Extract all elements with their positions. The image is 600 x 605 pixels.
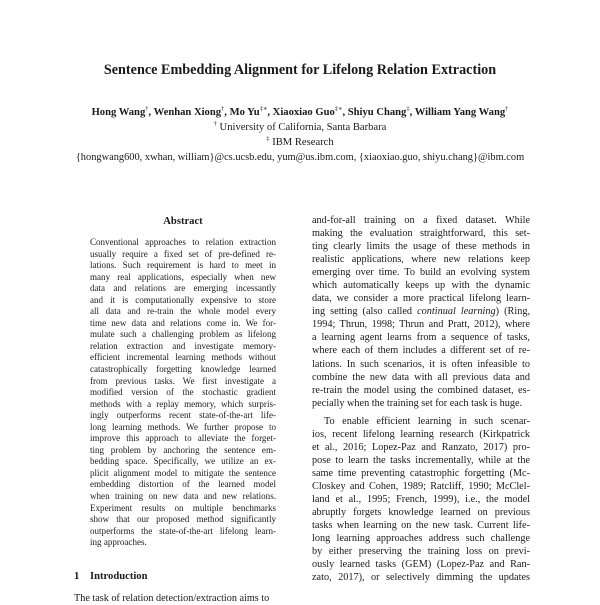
abstract-line: mulate such a challenging problem as lifelong — [90, 329, 276, 340]
text-run: emerging over time. To build an evolving system — [312, 267, 530, 279]
affiliation-ucsb — [0, 121, 600, 134]
text-run: where each of them includes a different set of re- — [312, 345, 530, 357]
abstract-line: usually require a fixed set of pre-defined re- — [90, 248, 276, 259]
body-text-line — [312, 371, 530, 384]
text-run: which automatically keeps up with the dynamic — [312, 280, 530, 292]
section-title: Introduction — [90, 571, 148, 582]
abstract-line: Experiment results on multiple benchmarks — [90, 502, 276, 513]
abstract-line: Conventional approaches to relation extraction — [90, 237, 276, 247]
section-number: 1 — [74, 571, 80, 582]
abstract-line: many real applications, especially when new — [90, 271, 276, 282]
author-name: Xiaoxiao Guo — [272, 107, 335, 118]
abstract-line: plicit alignment model to mitigate the sentence — [90, 467, 276, 478]
abstract-line: data and relations are emerging incessantly — [90, 283, 276, 294]
body-text-line: ously learned tasks (GEM) (Lopez-Paz and Ran- — [312, 559, 530, 571]
abstract-body — [90, 237, 276, 549]
text-run: re-train the model using the combined dataset, es- — [312, 384, 530, 396]
author-separator: , — [148, 107, 154, 118]
text-run: combine the new data with all previous data and — [312, 371, 530, 383]
text-run: pecially when the training set for each task is huge. — [312, 397, 523, 409]
author-mark: ‡ — [406, 105, 410, 113]
body-text-line: abruptly forgets knowledge learned on previous — [312, 507, 530, 519]
affiliation-ibm — [0, 136, 600, 149]
body-text-line — [312, 240, 530, 253]
text-run: 1994; Thrun, 1998; Thrun and Pratt, 2012), where — [312, 319, 530, 331]
body-text-line — [312, 227, 530, 240]
body-text-line — [312, 253, 530, 266]
abstract-line: and it is computationally expensive to store — [90, 294, 276, 305]
text-run: and-for-all training on a fixed dataset. While — [312, 215, 530, 226]
body-text-line — [312, 331, 530, 344]
text-run: data, we consider a more practical lifelong learn- — [312, 293, 530, 305]
body-text-line — [312, 318, 530, 331]
body-text-line: To enable efficient learning in such scenar- — [324, 415, 530, 427]
abstract-line: outperforms the state-of-the-art lifelong learn- — [90, 525, 276, 536]
abstract-line: improve this approach to alleviate the forget- — [90, 433, 276, 444]
text-run: ) (Ring, — [495, 306, 531, 318]
abstract-line: all data and re-train the whole model every — [90, 306, 276, 317]
author-mark: † — [221, 105, 225, 113]
body-text-line — [312, 397, 530, 410]
body-text-line: Closkey and Cohen, 1989; Ratcliff, 1990; McClel- — [312, 480, 530, 492]
abstract-line: ingly outperforms recent state-of-the-art life- — [90, 410, 276, 421]
body-text-line — [312, 266, 530, 279]
text-run: a learning agent learns from a sequence of tasks, — [312, 332, 530, 344]
abstract-line: efficient incremental learning methods without — [90, 352, 276, 363]
abstract-line: ing approaches. — [90, 537, 147, 548]
abstract-line: show that our proposed method significantly — [90, 514, 276, 525]
section-heading-introduction — [74, 571, 148, 582]
abstract-line: relation extraction and investigate memory- — [90, 340, 276, 351]
affiliation-text: University of California, Santa Barbara — [219, 122, 387, 133]
author-emails: {hongwang600, xwhan, william}@cs.ucsb.edu, yum@us.ibm.com, {xiaoxiao.guo, shiyu.chang}@ibm.com — [75, 152, 525, 163]
body-text-line: zato, 2017), or selectively dimming the updates — [312, 572, 530, 584]
introduction-first-line: The task of relation detection/extraction aims to — [74, 593, 270, 604]
affiliation-mark: ‡ — [266, 135, 270, 143]
body-text-line: et al., 2016; Lopez-Paz and Ranzato, 2017) pro- — [312, 441, 530, 453]
body-text-line: ios, recent lifelong learning research (Kirkpatrick — [312, 428, 530, 440]
author-separator: , — [267, 107, 273, 118]
abstract-line: from previous tasks. We first investigate a — [90, 375, 276, 386]
abstract-line: catastrophically forgetting knowledge learned — [90, 364, 276, 375]
body-text-line — [312, 279, 530, 292]
abstract-line: long learning methods. We further propose to — [90, 421, 276, 432]
author-mark: ‡∗ — [259, 105, 268, 113]
right-column-text — [312, 214, 530, 584]
body-text-line: long learning approaches address such challenge — [312, 533, 530, 545]
text-run: ting clearly limits the usage of these methods in — [312, 241, 530, 253]
abstract-line: when training on new data and new relations. — [90, 491, 276, 502]
author-separator: , — [224, 107, 230, 118]
abstract-line: modified version of the stochastic gradient — [90, 387, 276, 398]
paper-title: Sentence Embedding Alignment for Lifelong Relation Extraction — [103, 62, 497, 78]
body-text-line — [312, 292, 530, 305]
abstract-line: embedding distortion of the learned model — [90, 479, 276, 490]
author-name: William Yang Wang — [414, 107, 506, 118]
author-name: Mo Yu — [229, 107, 260, 118]
body-text-line — [312, 384, 530, 397]
body-text-line: tasks when learning on the new task. Current life- — [312, 520, 530, 532]
affiliation-text: IBM Research — [272, 137, 334, 148]
body-text-line: by either preserving the training loss on previ- — [312, 546, 530, 558]
body-text-line: same time preventing catastrophic forgetting (Mc- — [312, 467, 530, 479]
author-separator: , — [409, 107, 415, 118]
body-text-line — [312, 214, 530, 227]
author-name: Wenhan Xiong — [153, 107, 222, 118]
abstract-line: methods with a replay memory, which surpris- — [90, 398, 276, 409]
emphasized-term: continual learning — [417, 306, 496, 318]
body-text-line: land et al., 1995; French, 1999), i.e., the model — [312, 493, 530, 505]
abstract-line: time new data and relations come in. We for- — [90, 317, 276, 328]
author-mark: † — [145, 105, 149, 113]
text-run: making the evaluation straightforward, this set- — [312, 228, 530, 240]
body-text-line: pose to learn the tasks incrementally, while at the — [312, 454, 530, 466]
affiliation-mark: † — [213, 120, 217, 128]
body-text-line — [312, 358, 530, 371]
author-mark: † — [505, 105, 509, 113]
text-run: realistic applications, where new relations keep — [312, 254, 530, 266]
abstract-line: bedding space. Specifically, we utilize an ex- — [90, 456, 276, 467]
body-text-line — [312, 305, 530, 318]
abstract-line: lations. Such requirement is hard to meet in — [90, 260, 276, 271]
abstract-heading: Abstract — [163, 216, 203, 227]
body-text-line — [312, 344, 530, 357]
author-separator: , — [342, 107, 348, 118]
author-mark: ‡∗ — [334, 105, 343, 113]
author-name: Hong Wang — [91, 107, 146, 118]
text-run: ing setting (also called — [312, 306, 418, 318]
author-name: Shiyu Chang — [347, 107, 407, 118]
abstract-line: ting problem by anchoring the sentence em- — [90, 444, 276, 455]
text-run: lations. In such scenarios, it is often infeasible to — [312, 358, 530, 370]
author-list — [0, 106, 600, 119]
